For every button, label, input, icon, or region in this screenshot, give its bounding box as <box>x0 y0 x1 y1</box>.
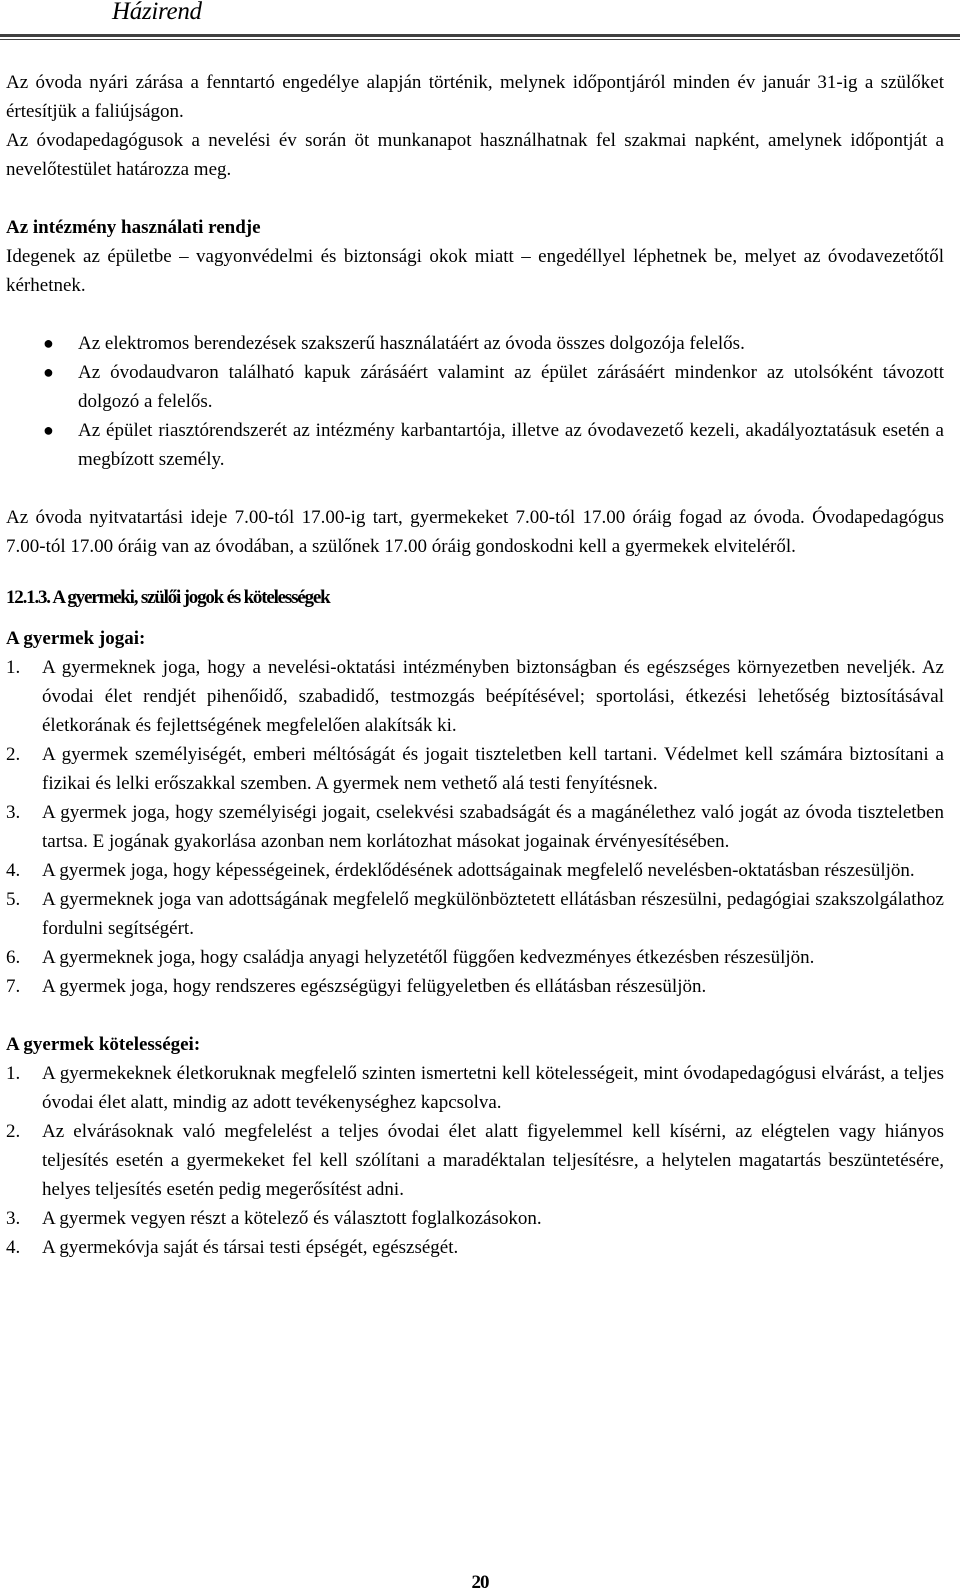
header-rule-thin <box>0 39 960 40</box>
bullet-item <box>6 329 944 358</box>
bullet-icon: ● <box>43 420 54 440</box>
duties-item <box>6 1233 944 1262</box>
document-body <box>6 68 944 1262</box>
rights-item <box>6 798 944 856</box>
item-text: A gyermek joga, hogy rendszeres egészségügyi felügyeletben és ellátásban részesüljön. <box>42 976 707 997</box>
item-number: 4. <box>6 1237 21 1258</box>
bullet-text: Az óvodaudvaron található kapuk zárásáért valamint az épület zárásáért mindenkor az utolsóként távozott dolgozó a felelős. <box>78 362 944 412</box>
rights-heading: A gyermek jogai: <box>6 628 146 649</box>
header-rule <box>0 34 960 37</box>
item-number: 6. <box>6 947 21 968</box>
bullet-item <box>6 416 944 474</box>
usage-heading: Az intézmény használati rendje <box>6 217 261 238</box>
item-number: 1. <box>6 1063 21 1084</box>
item-text: A gyermekeknek életkoruknak megfelelő szinten ismertetni kell kötelességeit, mint óvodapedagógusi elvárást, a teljes óvodai élet alatt, mindig az adott tevékenységhez kapcsolva. <box>42 1063 944 1113</box>
header-title: Házirend <box>112 0 202 25</box>
item-text: A gyermeknek joga, hogy családja anyagi helyzetétől függően kedvezményes étkezésben részesüljön. <box>42 947 815 968</box>
intro-paragraph-summer-closure: Az óvoda nyári zárása a fenntartó engedélye alapján történik, melynek időpontjáról minden év január 31-ig a szülőket értesítjük a faliújságon. <box>6 72 944 122</box>
page-number: 20 <box>471 1572 489 1593</box>
rights-item <box>6 740 944 798</box>
usage-bullet-list <box>6 329 944 474</box>
item-text: A gyermeknek joga van adottságának megfelelő megkülönböztetett ellátásban részesülni, pedagógiai szakszolgálathoz fordulni segítségért. <box>42 889 944 939</box>
rights-item <box>6 885 944 943</box>
item-number: 5. <box>6 889 21 910</box>
item-text: A gyermek joga, hogy személyiségi jogait, cselekvési szabadságát és a magánélethez való jogát az óvoda tiszteletben tartsa. E jogának gyakorlása azonban nem korlátozhat másokat jogainak érvényesítésében. <box>42 802 944 852</box>
usage-text: Idegenek az épületbe – vagyonvédelmi és biztonsági okok miatt – engedéllyel léphetnek be, melyet az óvodavezetőtől kérhetnek. <box>6 246 944 296</box>
item-number: 7. <box>6 976 21 997</box>
item-text: Az elvárásoknak való megfelelést a teljes óvodai élet alatt figyelemmel kell kísérni, az elégtelen vagy hiányos teljesítés esetén a gyermekeket fel kell szólítani a maradéktalan teljesítésre, a helytelen magatartás beszüntetésére, helyes teljesítés esetén pedig megerősítést adni. <box>42 1121 944 1200</box>
item-number: 2. <box>6 744 21 765</box>
bullet-text: Az épület riasztórendszerét az intézmény karbantartója, illetve az óvodavezető kezeli, akadályoztatásuk esetén a megbízott személy. <box>78 420 944 470</box>
rights-item <box>6 943 944 972</box>
rights-item <box>6 653 944 740</box>
item-text: A gyermeknek joga, hogy a nevelési-oktatási intézményben biztonságban és egészséges környezetben neveljék. Az óvodai élet rendjét pihenőidő, szabadidő, testmozgás beépítésével; sportolási, étkezési lehetőség biztosításával életkorának és fejlettségének megfelelően alakítsák ki. <box>42 657 944 736</box>
item-number: 3. <box>6 1208 21 1229</box>
item-number: 3. <box>6 802 21 823</box>
item-text: A gyermek személyiségét, emberi méltóságát és jogait tiszteletben kell tartani. Védelmet kell számára biztosítani a fizikai és lelki erőszakkal szemben. A gyermek nem vethető alá testi fenyítésnek. <box>42 744 944 794</box>
rights-list <box>6 653 944 1001</box>
duties-item <box>6 1204 944 1233</box>
rights-item <box>6 972 944 1001</box>
duties-list <box>6 1059 944 1262</box>
page-header <box>0 0 960 40</box>
item-number: 4. <box>6 860 21 881</box>
item-text: A gyermek joga, hogy képességeinek, érdeklődésének adottságainak megfelelő nevelésben-oktatásban részesüljön. <box>42 860 915 881</box>
item-text: A gyermek vegyen részt a kötelező és választott foglalkozásokon. <box>42 1208 542 1229</box>
intro-paragraph-professional-days: Az óvodapedagógusok a nevelési év során öt munkanapot használhatnak fel szakmai napként, amelynek időpontját a nevelőtestület határozza meg. <box>6 130 944 180</box>
duties-heading: A gyermek kötelességei: <box>6 1034 201 1055</box>
bullet-icon: ● <box>43 333 54 353</box>
item-text: A gyermekóvja saját és társai testi épségét, egészségét. <box>42 1237 459 1258</box>
duties-item <box>6 1059 944 1117</box>
bullet-item <box>6 358 944 416</box>
item-number: 2. <box>6 1121 21 1142</box>
rights-item <box>6 856 944 885</box>
opening-hours-paragraph: Az óvoda nyitvatartási ideje 7.00-tól 17.00-ig tart, gyermekeket 7.00-tól 17.00 óráig fogad az óvoda. Óvodapedagógus 7.00-tól 17.00 óráig van az óvodában, a szülőnek 17.00 óráig gondoskodni kell a gyermekek elviteléről. <box>6 507 944 557</box>
item-number: 1. <box>6 657 21 678</box>
duties-item <box>6 1117 944 1204</box>
bullet-icon: ● <box>43 362 54 382</box>
section-title: 12.1.3. A gyermeki, szülői jogok és kötelességek <box>6 587 330 608</box>
bullet-text: Az elektromos berendezések szakszerű használatáért az óvoda összes dolgozója felelős. <box>78 333 745 354</box>
